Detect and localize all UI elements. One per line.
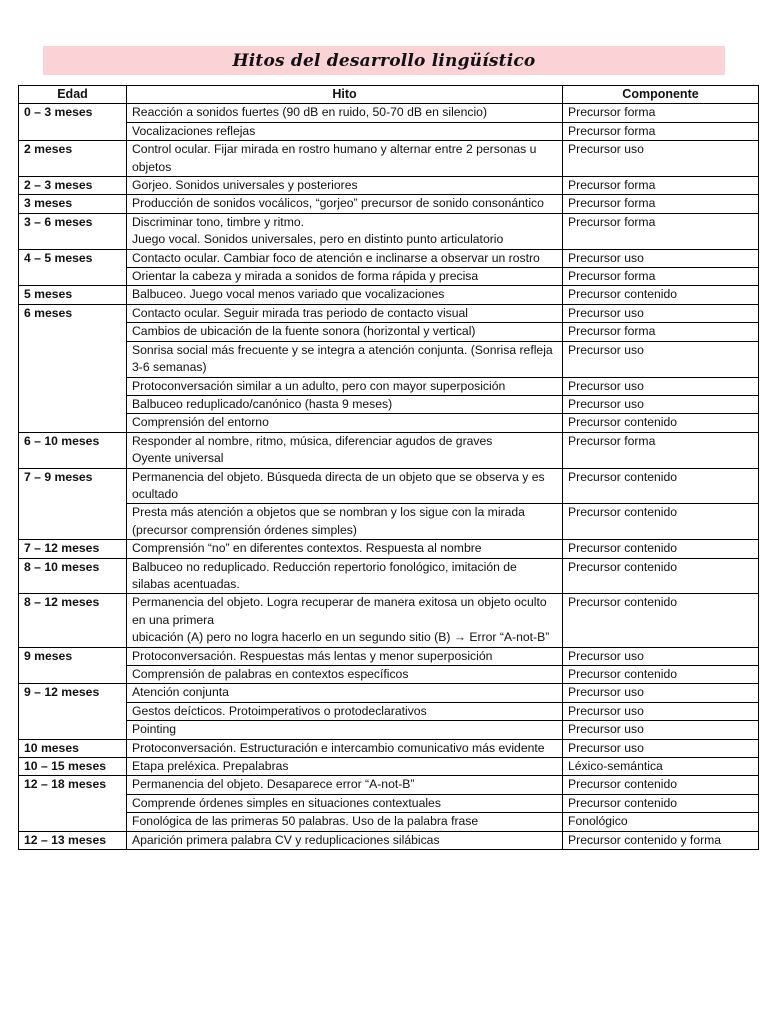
- header-edad: Edad: [19, 86, 127, 104]
- cell-hito: [127, 141, 563, 177]
- table-row: [19, 268, 759, 286]
- table-row: [19, 702, 759, 720]
- table-row: [19, 304, 759, 322]
- cell-componente: Precursor uso: [563, 395, 759, 413]
- cell-componente: Precursor contenido y forma: [563, 831, 759, 849]
- hito-text: ubicación (A) pero no logra hacerlo en un segundo sitio (B) → Error “A-not-B”: [132, 630, 550, 645]
- cell-hito: [127, 758, 563, 776]
- cell-componente: Precursor contenido: [563, 594, 759, 647]
- cell-edad: 12 – 13 meses: [19, 831, 127, 849]
- table-row: [19, 776, 759, 794]
- header-componente: Componente: [563, 86, 759, 104]
- cell-componente: Precursor forma: [563, 122, 759, 140]
- hito-text: Contacto ocular. Seguir mirada tras periodo de contacto visual: [132, 305, 469, 320]
- table-row: [19, 414, 759, 432]
- table-row: [19, 141, 759, 177]
- cell-hito: [127, 594, 563, 647]
- cell-hito: [127, 323, 563, 341]
- page-title: Hitos del desarrollo lingüístico: [232, 50, 536, 71]
- cell-hito: [127, 504, 563, 540]
- cell-componente: Precursor contenido: [563, 558, 759, 594]
- cell-hito: [127, 249, 563, 267]
- hito-text: Balbuceo no reduplicado. Reducción repertorio fonológico, imitación de silabas acentuadas.: [132, 559, 517, 591]
- hito-text: Comprensión de palabras en contextos específicos: [132, 667, 409, 681]
- cell-edad: 0 – 3 meses: [19, 104, 127, 141]
- cell-hito: [127, 341, 563, 377]
- hito-text: Juego vocal. Sonidos universales, pero en distinto punto articulatorio: [132, 232, 504, 247]
- cell-hito: [127, 377, 563, 395]
- cell-edad: 10 – 15 meses: [19, 758, 127, 776]
- hito-text: Presta más atención a objetos que se nombran y los sigue con la mirada (precursor comprensión órdenes simples): [132, 505, 525, 537]
- table-row: [19, 721, 759, 739]
- hito-text: Permanencia del objeto. Logra recuperar de manera exitosa un objeto oculto en una primera: [132, 595, 547, 627]
- table-row: [19, 666, 759, 684]
- cell-hito: [127, 702, 563, 720]
- table-row: [19, 213, 759, 249]
- title-banner: [43, 46, 725, 75]
- cell-hito: [127, 195, 563, 213]
- cell-edad: 8 – 12 meses: [19, 594, 127, 647]
- cell-componente: Precursor uso: [563, 141, 759, 177]
- cell-componente: Léxico-semántica: [563, 758, 759, 776]
- cell-componente: Precursor uso: [563, 739, 759, 757]
- cell-componente: Precursor uso: [563, 341, 759, 377]
- table-header-row: [19, 86, 759, 104]
- table-row: [19, 647, 759, 665]
- hito-text: Gorjeo. Sonidos universales y posteriores: [132, 178, 358, 193]
- table-row: [19, 540, 759, 558]
- hito-text: Contacto ocular. Cambiar foco de atención e inclinarse a observar un rostro: [132, 250, 540, 265]
- header-hito: Hito: [127, 86, 563, 104]
- table-row: [19, 468, 759, 504]
- cell-edad: 10 meses: [19, 739, 127, 757]
- table-row: [19, 122, 759, 140]
- hito-text: Fonológica de las primeras 50 palabras. Uso de la palabra frase: [132, 814, 479, 829]
- cell-edad: 12 – 18 meses: [19, 776, 127, 831]
- cell-componente: Precursor uso: [563, 684, 759, 702]
- hito-text: Atención conjunta: [132, 685, 229, 700]
- table-row: [19, 323, 759, 341]
- cell-componente: Precursor contenido: [563, 666, 759, 684]
- cell-componente: Precursor forma: [563, 177, 759, 195]
- cell-hito: [127, 414, 563, 432]
- cell-componente: Precursor contenido: [563, 414, 759, 432]
- cell-componente: Precursor contenido: [563, 504, 759, 540]
- hito-text: Balbuceo. Juego vocal menos variado que vocalizaciones: [132, 287, 445, 302]
- hito-text: Gestos deícticos. Protoimperativos o protodeclarativos: [132, 703, 427, 718]
- cell-hito: [127, 177, 563, 195]
- table-row: [19, 249, 759, 267]
- cell-edad: 6 – 10 meses: [19, 432, 127, 468]
- cell-hito: [127, 684, 563, 702]
- cell-componente: Precursor uso: [563, 647, 759, 665]
- cell-hito: [127, 104, 563, 122]
- hito-text: Producción de sonidos vocálicos, “gorjeo” precursor de sonido consonántico: [132, 196, 544, 211]
- cell-hito: [127, 395, 563, 413]
- cell-componente: Precursor forma: [563, 213, 759, 249]
- table-row: [19, 504, 759, 540]
- hito-text: Cambios de ubicación de la fuente sonora (horizontal y vertical): [132, 324, 476, 339]
- cell-edad: 6 meses: [19, 304, 127, 432]
- hito-text: Etapa preléxica. Prepalabras: [132, 759, 289, 774]
- table-row: [19, 558, 759, 594]
- cell-hito: [127, 468, 563, 504]
- cell-componente: Precursor uso: [563, 721, 759, 739]
- table-row: [19, 341, 759, 377]
- cell-componente: Precursor uso: [563, 249, 759, 267]
- cell-hito: [127, 647, 563, 665]
- hito-text: Sonrisa social más frecuente y se integra a atención conjunta. (Sonrisa refleja 3-6 semanas): [132, 342, 553, 375]
- cell-hito: [127, 721, 563, 739]
- cell-componente: Precursor forma: [563, 323, 759, 341]
- cell-componente: Precursor contenido: [563, 776, 759, 794]
- cell-hito: [127, 286, 563, 304]
- table-row: [19, 758, 759, 776]
- hito-text: Permanencia del objeto. Desaparece error “A-not-B”: [132, 777, 415, 792]
- hito-text: Control ocular. Fijar mirada en rostro humano y alternar entre 2 personas u objetos: [132, 142, 537, 174]
- hito-text: Aparición primera palabra CV y reduplicaciones silábicas: [132, 832, 440, 847]
- cell-componente: Precursor uso: [563, 702, 759, 720]
- cell-edad: 5 meses: [19, 286, 127, 304]
- table-row: [19, 177, 759, 195]
- hito-text: Responder al nombre, ritmo, música, diferenciar agudos de graves: [132, 433, 493, 448]
- cell-hito: [127, 540, 563, 558]
- cell-componente: Precursor uso: [563, 304, 759, 322]
- cell-edad: 9 meses: [19, 647, 127, 684]
- cell-componente: Precursor forma: [563, 195, 759, 213]
- cell-componente: Precursor contenido: [563, 468, 759, 504]
- table-row: [19, 432, 759, 468]
- cell-componente: Precursor uso: [563, 377, 759, 395]
- cell-hito: [127, 268, 563, 286]
- hito-text: Protoconversación similar a un adulto, pero con mayor superposición: [132, 378, 506, 393]
- cell-componente: Fonológico: [563, 813, 759, 831]
- table-row: [19, 195, 759, 213]
- hito-text: Permanencia del objeto. Búsqueda directa de un objeto que se observa y es ocultado: [132, 469, 545, 501]
- cell-edad: 7 – 12 meses: [19, 540, 127, 558]
- cell-componente: Precursor forma: [563, 104, 759, 122]
- hito-text: Comprende órdenes simples en situaciones contextuales: [132, 795, 441, 810]
- cell-componente: Precursor contenido: [563, 286, 759, 304]
- cell-hito: [127, 304, 563, 322]
- cell-componente: Precursor forma: [563, 432, 759, 468]
- cell-hito: [127, 213, 563, 249]
- cell-componente: Precursor contenido: [563, 540, 759, 558]
- hito-text: Vocalizaciones reflejas: [132, 123, 256, 138]
- hito-text: Pointing: [132, 722, 177, 737]
- table-row: [19, 813, 759, 831]
- milestones-table: [18, 85, 759, 850]
- cell-edad: 4 – 5 meses: [19, 249, 127, 286]
- cell-edad: 9 – 12 meses: [19, 684, 127, 739]
- hito-text: Orientar la cabeza y mirada a sonidos de forma rápida y precisa: [132, 269, 479, 284]
- table-body: [19, 104, 759, 850]
- table-row: [19, 395, 759, 413]
- cell-hito: [127, 666, 563, 684]
- table-row: [19, 831, 759, 849]
- table-row: [19, 684, 759, 702]
- table-row: [19, 377, 759, 395]
- cell-edad: 7 – 9 meses: [19, 468, 127, 540]
- hito-text: Discriminar tono, timbre y ritmo.: [132, 214, 305, 229]
- cell-edad: 3 – 6 meses: [19, 213, 127, 249]
- cell-hito: [127, 122, 563, 140]
- table-row: [19, 794, 759, 812]
- cell-edad: 2 meses: [19, 141, 127, 177]
- cell-edad: 8 – 10 meses: [19, 558, 127, 594]
- cell-hito: [127, 813, 563, 831]
- cell-edad: 3 meses: [19, 195, 127, 213]
- cell-componente: Precursor contenido: [563, 794, 759, 812]
- cell-hito: [127, 739, 563, 757]
- hito-text: Oyente universal: [132, 451, 224, 466]
- cell-edad: 2 – 3 meses: [19, 177, 127, 195]
- table-row: [19, 739, 759, 757]
- hito-text: Comprensión del entorno: [132, 415, 269, 430]
- hito-text: Reacción a sonidos fuertes (90 dB en ruido, 50-70 dB en silencio): [132, 105, 488, 120]
- cell-hito: [127, 776, 563, 794]
- table-row: [19, 104, 759, 122]
- cell-hito: [127, 794, 563, 812]
- hito-text: Protoconversación. Estructuración e intercambio comunicativo más evidente: [132, 740, 545, 755]
- hito-text: Balbuceo reduplicado/canónico (hasta 9 meses): [132, 396, 393, 411]
- table-row: [19, 286, 759, 304]
- hito-text: Protoconversación. Respuestas más lentas y menor superposición: [132, 648, 493, 663]
- table-row: [19, 594, 759, 647]
- cell-hito: [127, 432, 563, 468]
- cell-hito: [127, 831, 563, 849]
- cell-componente: Precursor forma: [563, 268, 759, 286]
- hito-text: Comprensión “no” en diferentes contextos. Respuesta al nombre: [132, 541, 482, 556]
- cell-hito: [127, 558, 563, 594]
